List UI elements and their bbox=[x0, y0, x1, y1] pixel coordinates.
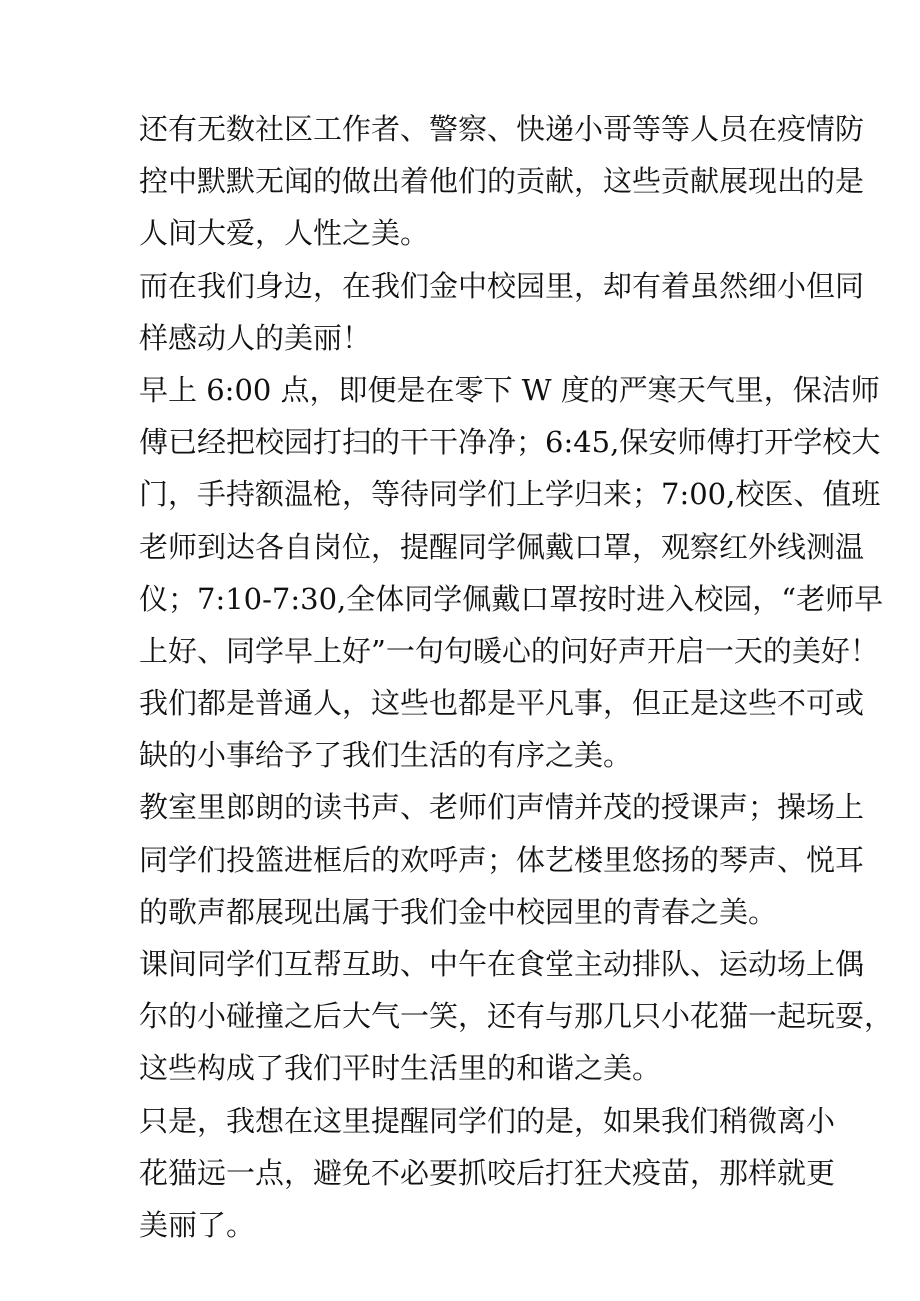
document-body bbox=[139, 103, 894, 1251]
text-line: 仪；7:10-7:30,全体同学佩戴口罩按时进入校园，“老师早 bbox=[139, 581, 884, 616]
text-line: 人间大爱，人性之美。 bbox=[139, 216, 430, 251]
text-line: 课间同学们互帮互助、中午在食堂主动排队、运动场上偶 bbox=[139, 947, 865, 981]
text-line: 门，手持额温枪，等待同学们上学归来；7:00,校医、值班 bbox=[139, 477, 881, 512]
text-line: 早上 6:00 点，即便是在零下 W 度的严寒天气里，保洁师 bbox=[139, 372, 880, 407]
text-line: 尔的小碰撞之后大气一笑，还有与那几只小花猫一起玩耍， bbox=[139, 999, 894, 1034]
text-line: 的歌声都展现出属于我们金中校园里的青春之美。 bbox=[139, 894, 778, 929]
text-line: 上好、同学早上好”一句句暖心的问好声开启一天的美好！ bbox=[139, 633, 879, 668]
text-line: 我们都是普通人，这些也都是平凡事，但正是这些不可或 bbox=[139, 686, 865, 721]
text-line: 傅已经把校园打扫的干干净净；6:45,保安师傅打开学校大 bbox=[139, 425, 881, 460]
text-line: 样感动人的美丽！ bbox=[139, 320, 372, 355]
text-line: 只是，我想在这里提醒同学们的是，如果我们稍微离小 bbox=[139, 1103, 836, 1138]
text-line: 还有无数社区工作者、警察、快递小哥等等人员在疫情防 bbox=[139, 112, 865, 146]
text-line: 老师到达各自岗位，提醒同学佩戴口罩，观察红外线测温 bbox=[139, 529, 865, 564]
text-line: 而在我们身边，在我们金中校园里，却有着虽然细小但同 bbox=[139, 268, 865, 303]
text-line: 缺的小事给予了我们生活的有序之美。 bbox=[139, 738, 633, 773]
text-line: 控中默默无闻的做出着他们的贡献，这些贡献展现出的是 bbox=[139, 164, 865, 199]
text-line: 这些构成了我们平时生活里的和谐之美。 bbox=[139, 1051, 662, 1086]
text-line: 教室里郎朗的读书声、老师们声情并茂的授课声；操场上 bbox=[139, 790, 865, 825]
text-line: 同学们投篮进框后的欢呼声；体艺楼里悠扬的琴声、悦耳 bbox=[139, 842, 865, 877]
text-line: 花猫远一点，避免不必要抓咬后打狂犬疫苗，那样就更 bbox=[139, 1155, 836, 1190]
text-line: 美丽了。 bbox=[139, 1207, 256, 1242]
